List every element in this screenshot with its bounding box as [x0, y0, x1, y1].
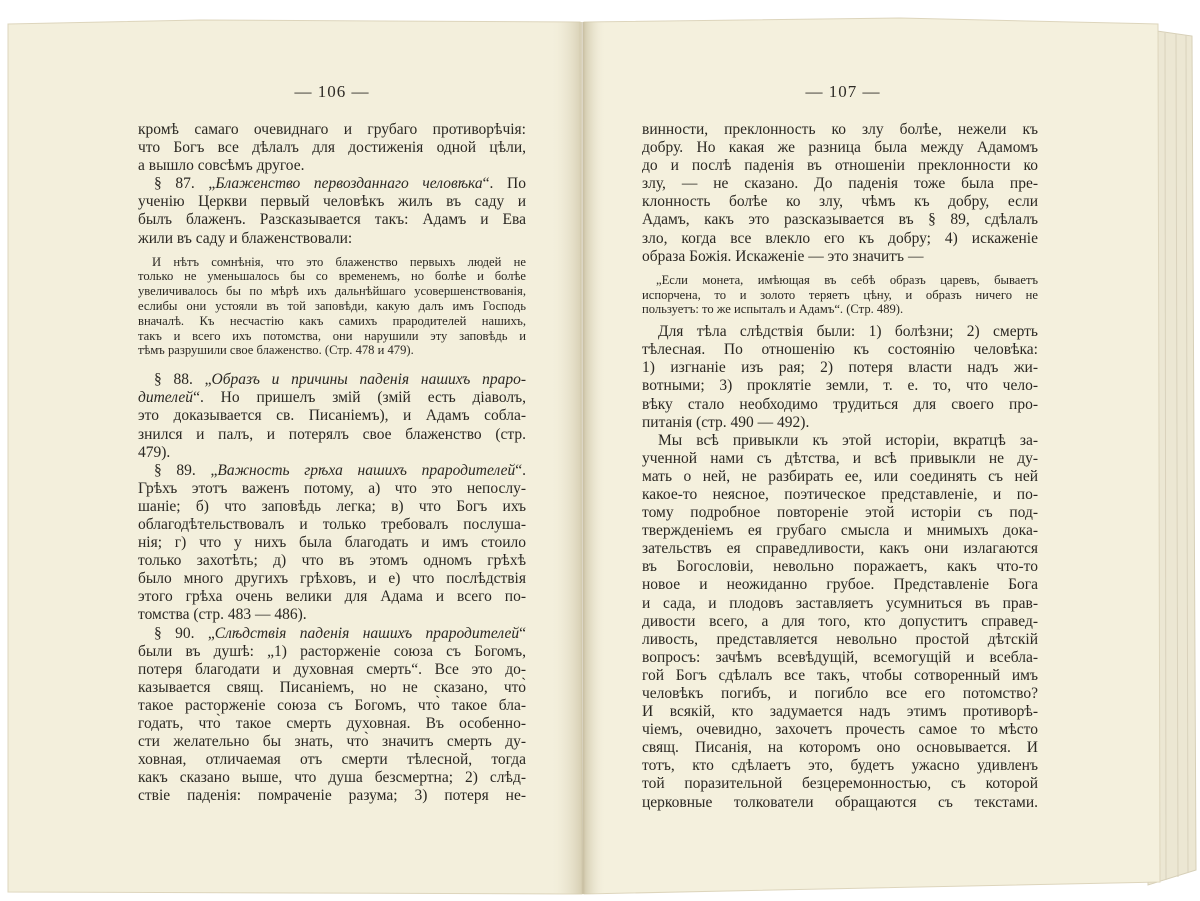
- text-run: „Если монета, имѣющая въ себѣ образъ царевъ, бываетъ: [656, 272, 1038, 287]
- text-line: [642, 595, 1038, 613]
- text-run: дивости всего, а для того, кто допуститъ справед-: [642, 612, 1038, 630]
- text-run: той поразительной безцеремонностью, съ которой: [642, 775, 1038, 793]
- gutter-shadow-right: [584, 22, 606, 894]
- text-run: церковные толкователи обращаются съ текстами.: [642, 793, 1038, 811]
- text-run: Грѣхъ этотъ важенъ потому, а) что это непослу-: [138, 479, 526, 497]
- text-line: [138, 193, 526, 211]
- text-line: [642, 302, 1038, 317]
- body-paragraphs: [642, 121, 1038, 266]
- text-line: [138, 299, 526, 314]
- text-run: § 89. „: [154, 461, 218, 479]
- text-run: тому подробное повтореніе этой исторіи съ под-: [642, 504, 1038, 522]
- text-run: тѣлесная. По отношенію къ состоянію человѣка:: [642, 341, 1038, 359]
- text-run: потеря благодати и духовная смерть“. Все это до-: [138, 660, 526, 678]
- text-line: [642, 211, 1038, 229]
- text-line: [642, 667, 1038, 685]
- section-title-italic: Слѣдствія паденія нашихъ прародителей: [214, 624, 520, 642]
- text-line: [642, 613, 1038, 631]
- text-line: [642, 486, 1038, 504]
- text-run: это доказывается св. Писаніемъ), и Адамъ собла-: [138, 407, 526, 425]
- text-line: [642, 121, 1038, 139]
- text-run: увеличивалось бы по мѣрѣ ихъ дальнѣйшаго усовершенствованія,: [138, 284, 526, 299]
- text-run: § 88. „: [154, 371, 212, 389]
- text-line: [138, 751, 526, 769]
- text-line: [138, 769, 526, 787]
- text-run: ученію Церкви первый человѣкъ жилъ въ саду и: [138, 193, 526, 211]
- text-line: [642, 649, 1038, 667]
- text-line: [138, 371, 526, 389]
- text-line: [138, 121, 526, 139]
- text-run: ховная, отличаемая отъ смерти тѣлесной, тогда: [138, 751, 526, 769]
- text-line: [138, 314, 526, 329]
- text-run: § 87. „: [154, 175, 216, 193]
- text-line: [138, 139, 526, 157]
- page-number-left: — 106 —: [294, 82, 370, 101]
- section-title-italic: дителей: [138, 389, 194, 407]
- text-run: было много другихъ грѣховъ, и е) что послѣдствія: [138, 570, 526, 588]
- text-run: что Богъ все дѣлалъ для достиженія одной цѣли,: [138, 139, 526, 157]
- text-line: [138, 570, 526, 588]
- text-run: клонность болѣе ко злу, чѣмъ къ добру, если: [642, 193, 1038, 211]
- text-line: [138, 426, 526, 444]
- text-line: [642, 359, 1038, 377]
- text-run: мать о ней, не разбирать ее, или соединять съ ней: [642, 467, 1038, 485]
- text-line: [138, 606, 526, 624]
- gutter-shadow-left: [550, 22, 582, 894]
- text-line: [138, 157, 526, 175]
- text-run: только не уменьшалось бы со временемъ, но болѣе и болѣе: [138, 269, 526, 284]
- text-line: [138, 255, 526, 270]
- text-run: ствіе паденія: помраченіе разума; 3) потеря не-: [138, 787, 526, 805]
- text-run: пользуетъ: то же испыталъ и Адамъ“. (Стр. 489).: [642, 302, 904, 317]
- text-line: [138, 269, 526, 284]
- text-line: [642, 522, 1038, 540]
- text-run: “. По: [482, 175, 527, 193]
- body-paragraphs: [138, 371, 526, 805]
- text-run: и сада, и плодовъ заставляетъ усумниться въ прав-: [642, 594, 1038, 612]
- text-line: [138, 211, 526, 229]
- text-run: твержденіемъ ея грубаго смысла и мнимыхъ дока-: [642, 522, 1038, 540]
- text-run: кромѣ самаго очевиднаго и грубаго противорѣчія:: [138, 121, 526, 138]
- text-line: [642, 157, 1038, 175]
- section-title-italic: Образъ и причины паденія нашихъ праро-: [211, 371, 526, 389]
- text-line: [138, 787, 526, 805]
- text-run: злу, — не сказано. До паденія тоже была пре-: [642, 175, 1038, 193]
- text-run: питанія (стр. 490 — 492).: [642, 413, 810, 431]
- text-line: [642, 323, 1038, 341]
- text-run: томства (стр. 483 — 486).: [138, 606, 307, 624]
- text-line: [138, 444, 526, 462]
- text-line: [138, 480, 526, 498]
- text-run: былъ блаженъ. Разсказывается такъ: Адамъ и Ева: [138, 211, 526, 229]
- text-run: вотными; 3) проклятіе земли, т. е. то, что чело-: [642, 377, 1038, 395]
- text-line: [138, 498, 526, 516]
- text-run: Мы всѣ привыкли къ этой исторіи, вкратцѣ за-: [658, 431, 1038, 449]
- text-line: [642, 540, 1038, 558]
- text-line: [642, 721, 1038, 739]
- text-run: какое-то неясное, поэтическое представленіе, и по-: [642, 485, 1038, 503]
- block-quote: [138, 255, 526, 359]
- text-run: винности, преклонность ко злу болѣе, нежели къ: [642, 121, 1038, 138]
- text-run: человѣкъ погибъ, и погибло все его потомство?: [642, 685, 1038, 703]
- text-run: шаніе; б) что заповѣдь легка; в) что Богъ ихъ: [138, 497, 526, 515]
- text-run: образа Божія. Искаженіе — это значитъ —: [642, 247, 924, 265]
- text-run: сти желательно бы знать, что̀ значитъ смерть ду-: [138, 733, 526, 751]
- text-run: облагодѣтельствовалъ и только требовалъ послуша-: [138, 515, 526, 533]
- text-run: Для тѣла слѣдствія были: 1) болѣзни; 2) смерть: [658, 323, 1038, 341]
- text-line: [642, 739, 1038, 757]
- text-run: до и послѣ паденія въ отношеніи преклонности ко: [642, 157, 1038, 175]
- text-run: жили въ саду и блаженствовали:: [138, 229, 353, 247]
- text-line: [642, 558, 1038, 576]
- text-run: гой Богъ сдѣлалъ все такъ, чтобы сотворенный имъ: [642, 666, 1038, 684]
- text-run: Адамъ, какъ это разсказывается въ § 89, сдѣлалъ: [642, 211, 1038, 229]
- text-line: [138, 715, 526, 733]
- text-line: [138, 552, 526, 570]
- text-line: [642, 175, 1038, 193]
- text-line: [138, 343, 526, 358]
- text-line: [642, 230, 1038, 248]
- right-page-text: [642, 121, 1038, 812]
- text-line: [138, 625, 526, 643]
- section-title-italic: Блаженство первозданнаго человѣка: [215, 175, 483, 193]
- text-run: такое расторженіе союза съ Богомъ, что̀ такое бла-: [138, 696, 526, 714]
- text-run: вѣку стало необходимо трудиться для своего про-: [642, 395, 1038, 413]
- text-line: [138, 230, 526, 248]
- text-line: [138, 643, 526, 661]
- left-page-text: [138, 121, 526, 805]
- text-line: [642, 468, 1038, 486]
- text-run: “.: [515, 461, 526, 479]
- text-line: [642, 450, 1038, 468]
- text-line: [642, 288, 1038, 303]
- text-line: [138, 407, 526, 425]
- text-run: 479).: [138, 443, 171, 461]
- text-line: [138, 697, 526, 715]
- text-run: добру. Но какая же разница была между Адамомъ: [642, 139, 1038, 157]
- text-run: какъ сказано выше, что душа безсмертна; 2) слѣд-: [138, 769, 526, 787]
- text-run: годать, что̀ такое смерть духовная. Въ особенно-: [138, 715, 526, 733]
- text-line: [642, 273, 1038, 288]
- text-line: [642, 703, 1038, 721]
- text-line: [138, 462, 526, 480]
- text-line: [642, 775, 1038, 793]
- text-line: [138, 516, 526, 534]
- text-line: [642, 193, 1038, 211]
- text-line: [642, 432, 1038, 450]
- text-run: тѣмъ разрушили свое блаженство. (Стр. 478 и 479).: [138, 343, 414, 358]
- text-line: [642, 248, 1038, 266]
- text-run: свящ. Писанія, на которомъ оно основывается. И: [642, 739, 1038, 757]
- text-line: [642, 139, 1038, 157]
- text-line: [642, 631, 1038, 649]
- text-line: [642, 757, 1038, 775]
- page-number-right: — 107 —: [805, 82, 881, 101]
- text-run: чіемъ, очевидно, захочетъ прочесть самое то мѣсто: [642, 721, 1038, 739]
- text-run: новое и неожиданно грубое. Представленіе Бога: [642, 576, 1038, 594]
- text-run: ливость, представляется невольно простой дѣтскій: [642, 630, 1038, 648]
- text-run: 1) изгнаніе изъ рая; 2) потеря власти надъ жи-: [642, 359, 1038, 377]
- text-run: испорчена, то и золото теряетъ цѣну, и образъ ничего не: [642, 287, 1038, 302]
- text-line: [642, 504, 1038, 522]
- text-line: [138, 534, 526, 552]
- text-run: такъ и всего ихъ потомства, они нарушили эту заповѣдь и: [138, 328, 526, 343]
- text-run: вначалѣ. Къ несчастію какъ самихъ прародителей нашихъ,: [138, 313, 526, 328]
- text-line: [138, 175, 526, 193]
- text-run: въ Богословіи, невольно поражаетъ, какъ что-то: [642, 558, 1038, 576]
- text-run: “. Но пришелъ змій (змій есть діаволъ,: [193, 389, 526, 407]
- text-line: [642, 377, 1038, 395]
- text-run: вопросъ: зачѣмъ всевѣдущій, всемогущій и всебла-: [642, 648, 1038, 666]
- text-run: зательствъ ея справедливости, какъ они излагаются: [642, 540, 1038, 558]
- text-line: [642, 685, 1038, 703]
- text-line: [138, 389, 526, 407]
- text-run: “: [519, 624, 526, 642]
- text-line: [138, 733, 526, 751]
- text-line: [642, 396, 1038, 414]
- text-run: а вышло совсѣмъ другое.: [138, 157, 305, 175]
- section-title-italic: Важность грѣха нашихъ прародителей: [217, 461, 516, 479]
- text-line: [138, 329, 526, 344]
- body-paragraphs: [138, 121, 526, 248]
- text-run: зло, когда все влекло его къ добру; 4) искаженіе: [642, 229, 1038, 247]
- text-run: тотъ, кто сдѣлаетъ это, будетъ ужасно удивленъ: [642, 757, 1038, 775]
- text-line: [138, 661, 526, 679]
- text-run: нія; г) что у нихъ была благодать и имъ стоило: [138, 534, 526, 552]
- text-line: [138, 588, 526, 606]
- text-line: [642, 341, 1038, 359]
- body-paragraphs: [642, 323, 1038, 812]
- text-run: § 90. „: [154, 624, 215, 642]
- text-line: [138, 284, 526, 299]
- text-run: знился и палъ, и потерялъ свое блаженство (стр.: [138, 425, 526, 443]
- text-line: [642, 576, 1038, 594]
- text-run: еслибы они устояли въ той заповѣди, какую далъ имъ Господь: [138, 299, 526, 314]
- text-run: этого грѣха очень велики для Адама и всего по-: [138, 588, 526, 606]
- text-run: были въ душѣ: „1) расторженіе союза съ Богомъ,: [138, 642, 526, 660]
- block-quote: [642, 273, 1038, 317]
- text-line: [642, 794, 1038, 812]
- text-run: казывается свящ. Писаніемъ, но не сказано, что̀: [138, 678, 526, 696]
- text-run: ученной нами съ дѣтства, и всѣ привыкли не ду-: [642, 449, 1038, 467]
- text-run: И всякій, кто задумается надъ этимъ противорѣ-: [642, 703, 1038, 721]
- text-run: И нѣтъ сомнѣнія, что это блаженство первыхъ людей не: [152, 254, 526, 269]
- text-run: только захотѣть; д) что въ этомъ одномъ грѣхѣ: [138, 552, 526, 570]
- text-line: [138, 679, 526, 697]
- text-line: [642, 414, 1038, 432]
